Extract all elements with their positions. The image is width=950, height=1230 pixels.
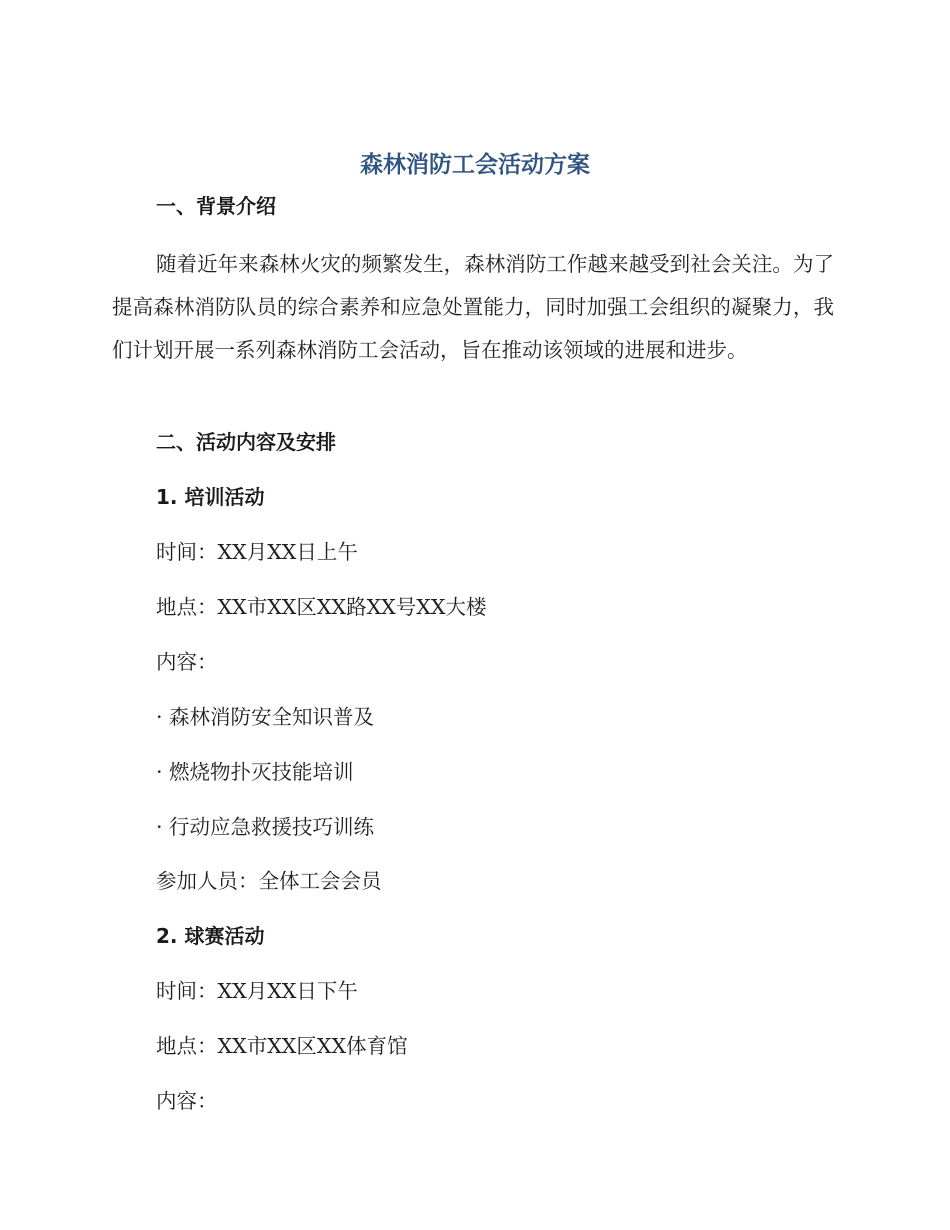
document-title: 森林消防工会活动方案 — [360, 152, 590, 178]
training-participants: 参加人员：全体工会会员 — [156, 869, 382, 893]
training-place: 地点：XX市XX区XX路XX号XX大楼 — [156, 595, 487, 619]
ballgame-place: 地点：XX市XX区XX体育馆 — [156, 1034, 408, 1058]
section-heading-activities: 二、活动内容及安排 — [156, 430, 336, 454]
list-item: · 行动应急救援技巧训练 — [156, 815, 375, 839]
activity-heading-training: 1. 培训活动 — [156, 485, 265, 509]
training-content-label: 内容： — [156, 650, 218, 674]
background-paragraph: 随着近年来森林火灾的频繁发生，森林消防工作越来越受到社会关注。为了提高森林消防队员的综合素养和应急处置能力，同时加强工会组织的凝聚力，我们计划开展一系列森林消防工会活动，旨在推动该领域的进展和进步。 — [112, 252, 834, 362]
list-item: · 森林消防安全知识普及 — [156, 705, 375, 729]
ballgame-content-label: 内容： — [156, 1089, 218, 1113]
training-time: 时间：XX月XX日上午 — [156, 540, 358, 564]
ballgame-time: 时间：XX月XX日下午 — [156, 979, 358, 1003]
activity-heading-ballgame: 2. 球赛活动 — [156, 924, 265, 948]
section-heading-background: 一、背景介绍 — [156, 194, 276, 218]
list-item: · 燃烧物扑灭技能培训 — [156, 760, 354, 784]
